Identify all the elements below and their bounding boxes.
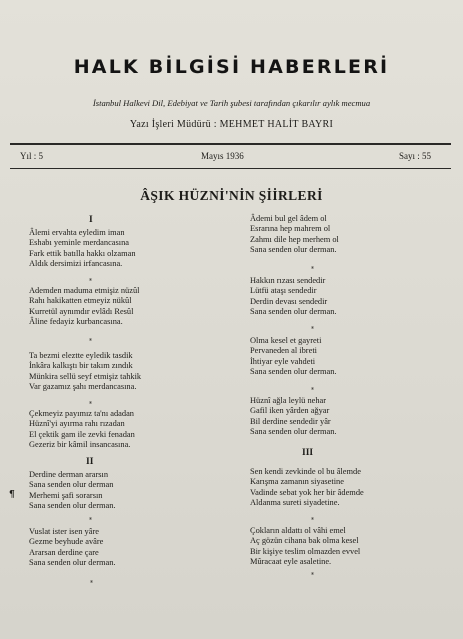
verse-line: Aç gözün cihana bak olma kesel	[250, 536, 359, 546]
verse-line: Kurretül aynımdır evlâdı Resûl	[29, 306, 134, 316]
verse-line: Çekmeyiz payımız ta'nı adadan	[29, 409, 134, 418]
separator-star: *	[311, 266, 314, 273]
verse-line: Sen kendi zevkinde ol bu âlemde	[250, 467, 361, 476]
verse-line: Rahı hakikatten etmeyiz nükûl	[29, 296, 132, 306]
verse-line: Sana senden olur derman.	[29, 558, 116, 568]
separator-star: *	[89, 338, 92, 345]
issue-date: Mayıs 1936	[201, 151, 244, 161]
section-heading-II: II	[86, 457, 94, 467]
left-stanza-5	[29, 470, 229, 514]
top-rule	[10, 143, 451, 145]
verse-line: Gezeriz bir kâmil insancasına.	[29, 440, 131, 450]
verse-line: Sana senden olur derman.	[250, 427, 337, 437]
masthead-subtitle: İstanbul Halkevi Dil, Edebiyat ve Tarih şubesi tarafından çıkarılır aylık mecmua	[92, 98, 371, 108]
section-heading-III: III	[302, 448, 314, 458]
verse-line: Sana senden olur derman.	[29, 501, 116, 511]
right-stanza-1	[250, 214, 450, 258]
separator-star: *	[89, 517, 92, 524]
verse-line: İhtiyar eyle vahdeti	[250, 356, 316, 366]
right-stanza-3	[250, 336, 450, 380]
separator-star: *	[311, 572, 314, 579]
bottom-rule	[10, 168, 451, 169]
left-stanza-2	[29, 286, 229, 330]
editor-line: Yazı İşleri Müdürü : MEHMET HALİT BAYRI	[129, 119, 334, 130]
left-stanza-1	[29, 228, 229, 272]
verse-line: Vadinde sebat yok her bir âdemde	[250, 487, 364, 497]
verse-line: Münkira sellü seyf etmişiz tahkik	[29, 371, 142, 381]
verse-line: Sana senden olur derman.	[250, 245, 337, 255]
verse-line: Gezme beyhude avâre	[29, 537, 104, 547]
verse-line: Lütfü ataşı sendedir	[250, 286, 317, 296]
right-stanza-2	[250, 276, 450, 320]
verse-line: Âline fedayiz kurbancasına.	[29, 317, 123, 327]
verse-line: Derdin devası sendedir	[250, 296, 328, 306]
verse-line: Hüznî'yi ayırma rahı rızadan	[29, 419, 125, 429]
verse-line: Sana senden olur derman	[29, 480, 114, 490]
verse-line: Eshabı yeminle merdancasına	[29, 238, 129, 248]
verse-line: Âlemi ervahta eyledim iman	[29, 228, 125, 237]
verse-line: Olma kesel et gayreti	[250, 336, 322, 345]
left-stanza-6	[29, 527, 229, 571]
verse-line: Karışma zamanın siyasetine	[250, 477, 344, 487]
verse-line: Merhemi şafi sorarsın	[29, 490, 103, 500]
verse-line: Fark ettik batılla hakkı olzaman	[29, 248, 136, 258]
verse-line: Zahmı dile hep merhem ol	[250, 234, 339, 244]
verse-line: Aldık dersimizi irfancasına.	[29, 259, 123, 269]
separator-star: *	[90, 580, 93, 587]
verse-line: Çokların aldattı ol vâhi emel	[250, 526, 346, 535]
separator-star: *	[311, 387, 314, 394]
separator-star: *	[89, 401, 92, 408]
verse-line: Esrarına hep mahrem ol	[250, 224, 331, 234]
right-stanza-6	[250, 526, 455, 570]
verse-line: Ademden maduma etmişiz nüzûl	[29, 286, 140, 295]
verse-line: Ta bezmi eleztte eyledik tasdik	[29, 351, 133, 360]
section-heading-I: I	[89, 215, 93, 225]
verse-line: Ararsan derdine çare	[29, 547, 99, 557]
verse-line: El çektik gam ile zevki fenadan	[29, 429, 135, 439]
verse-line: Pervaneden al ibreti	[250, 346, 317, 356]
masthead-title: HALK BİLGİSİ HABERLERİ	[73, 56, 390, 78]
separator-star: *	[89, 278, 92, 285]
verse-line: Vuslat ister isen yâre	[29, 527, 99, 536]
verse-line: Âdemi bul gel âdem ol	[250, 214, 327, 223]
issue-year: Yıl : 5	[20, 151, 44, 161]
poems-title: ÂŞIK HÜZNİ'NİN ŞİİRLERİ	[140, 188, 323, 203]
verse-line: Mûracaat eyle asaletine.	[250, 557, 332, 567]
verse-line: Gafil iken yârden ağyar	[250, 406, 330, 416]
issue-number: Sayı : 55	[399, 151, 432, 161]
separator-star: *	[311, 517, 314, 524]
verse-line: Hakkın rızası sendedir	[250, 276, 326, 285]
separator-star: *	[311, 326, 314, 333]
right-stanza-5	[250, 467, 455, 511]
verse-line: İnkâra kalkıştı bir takım zındık	[29, 361, 133, 371]
left-stanza-3	[29, 351, 229, 395]
right-stanza-4	[250, 396, 450, 440]
verse-line: Sana senden olur derman.	[250, 307, 337, 317]
verse-line: Hüznî ağla leylü nehar	[250, 396, 327, 405]
verse-line: Var gazamız şahı merdancasına.	[29, 382, 137, 392]
verse-line: Derdine derman ararsın	[29, 470, 109, 479]
left-stanza-4	[29, 409, 229, 453]
margin-mark: ¶	[9, 490, 15, 500]
verse-line: Sana senden olur derman.	[250, 367, 337, 377]
verse-line: Bir kişiye teslim olmazden evvel	[250, 546, 361, 556]
verse-line: Bil derdine sendedir yâr	[250, 416, 331, 426]
verse-line: Aldanma sureti siyadetine.	[250, 498, 340, 508]
